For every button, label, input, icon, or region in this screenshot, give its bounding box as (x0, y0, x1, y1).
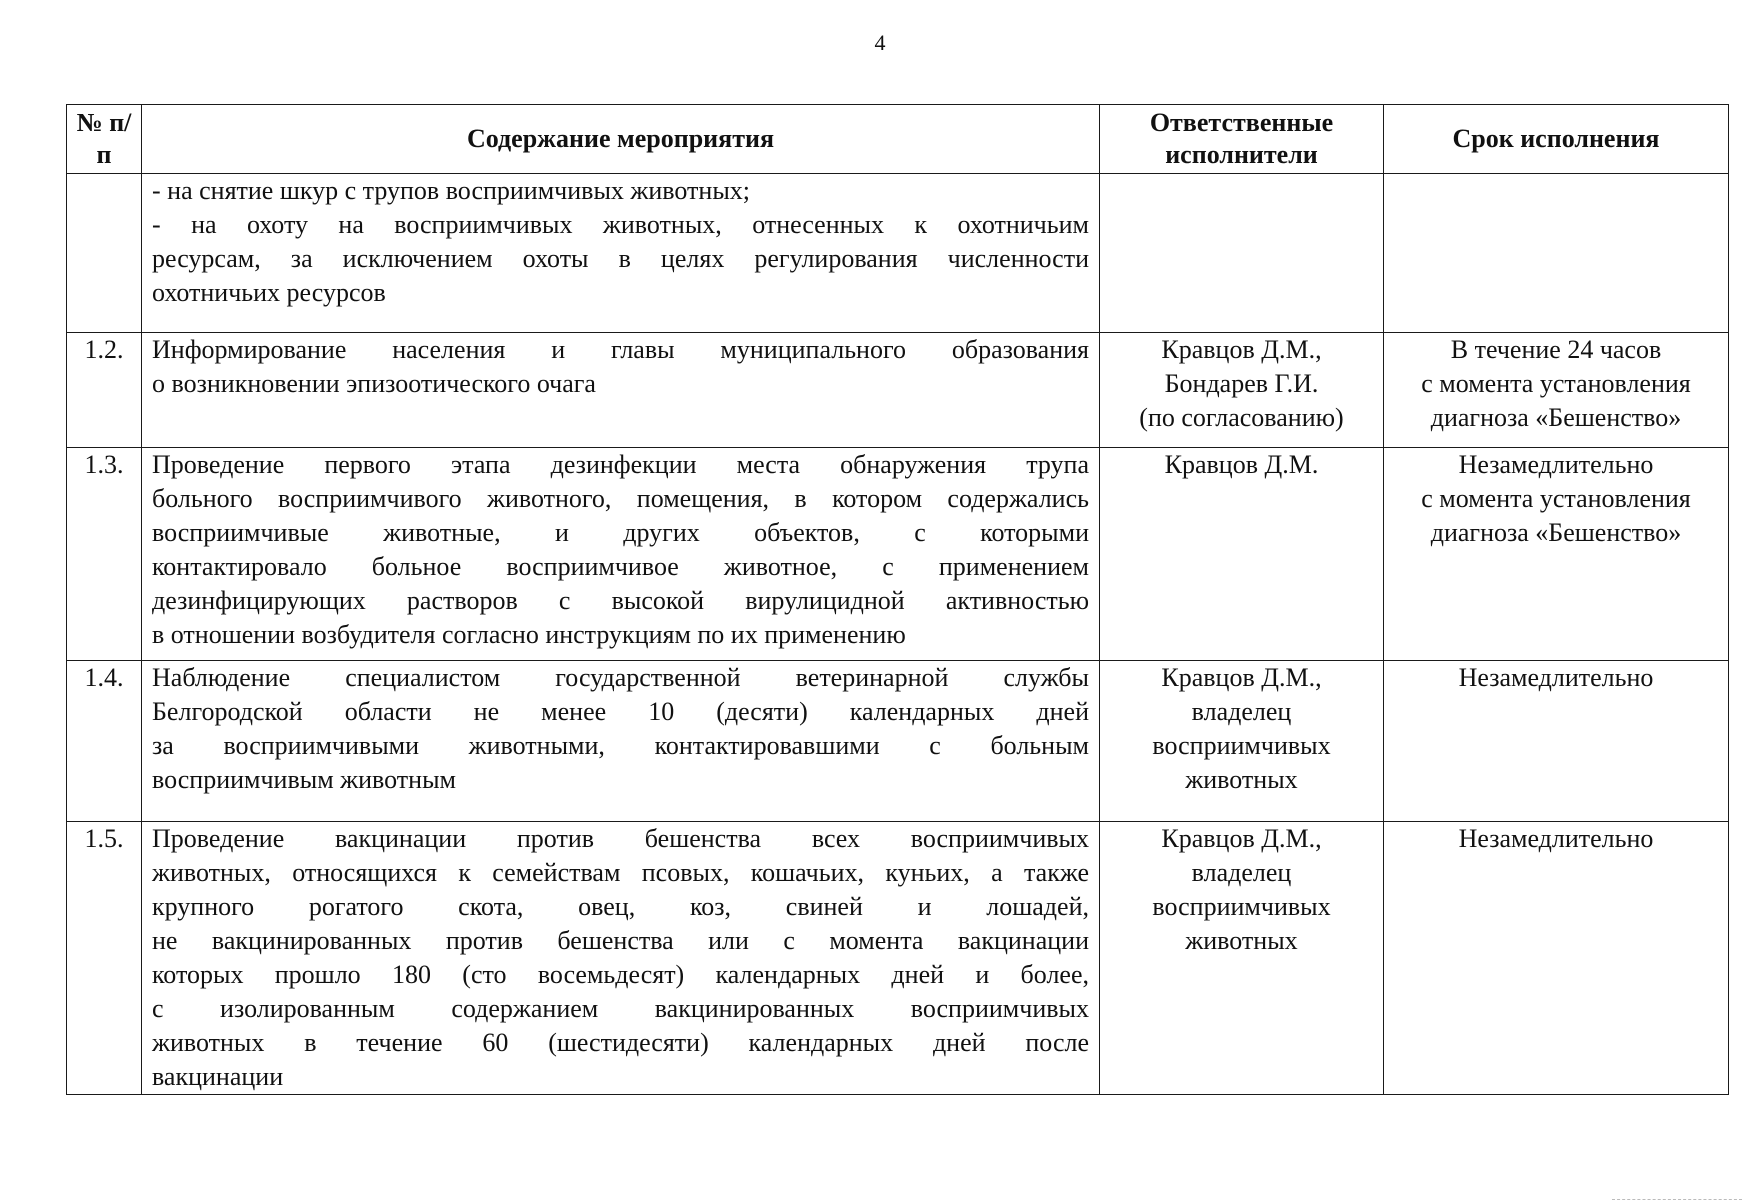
term-line: Незамедлительно (1458, 824, 1654, 853)
term-line: с момента установления (1421, 369, 1691, 398)
content-line: Проведение вакцинации против бешенства всех восприимчивых (152, 824, 1089, 853)
row-responsible (1100, 448, 1384, 661)
row-content (142, 822, 1100, 1095)
table-header-row (67, 105, 1729, 174)
measures-table (66, 104, 1729, 1095)
content-line: контактировало больное восприимчивое животное, с применением (152, 552, 1089, 581)
content-line: Белгородской области не менее 10 (десяти) календарных дней (152, 697, 1089, 726)
content-line: Информирование населения и главы муниципального образования (152, 335, 1089, 364)
row-responsible (1100, 822, 1384, 1095)
term-line: Незамедлительно (1458, 450, 1654, 479)
term-line: диагноза «Бешенство» (1430, 403, 1682, 432)
content-line: Проведение первого этапа дезинфекции места обнаружения трупа (152, 450, 1089, 479)
content-line: ресурсам, за исключением охоты в целях регулирования численности (152, 244, 1089, 273)
header-responsible: Ответственные исполнители (1100, 105, 1384, 174)
row-number: 1.4. (67, 661, 142, 822)
row-term (1384, 822, 1729, 1095)
row-content (142, 333, 1100, 448)
table-row (67, 661, 1729, 822)
row-term (1384, 448, 1729, 661)
term-line: Незамедлительно (1458, 663, 1654, 692)
content-line: не вакцинированных против бешенства или с момента вакцинации (152, 926, 1089, 955)
responsible-line: Кравцов Д.М., (1161, 335, 1322, 364)
header-term: Срок исполнения (1384, 105, 1729, 174)
content-line: с изолированным содержанием вакцинированных восприимчивых (152, 994, 1089, 1023)
row-term (1384, 333, 1729, 448)
content-line: охотничьих ресурсов (152, 278, 386, 307)
content-line: которых прошло 180 (сто восемьдесят) календарных дней и более, (152, 960, 1089, 989)
table-row (67, 448, 1729, 661)
content-line: крупного рогатого скота, овец, коз, свиней и лошадей, (152, 892, 1089, 921)
row-number: 1.2. (67, 333, 142, 448)
term-line: диагноза «Бешенство» (1430, 518, 1682, 547)
content-line: за восприимчивыми животными, контактировавшими с больным (152, 731, 1089, 760)
content-line: вакцинации (152, 1062, 284, 1091)
table-row (67, 822, 1729, 1095)
table-row (67, 174, 1729, 333)
term-line: В течение 24 часов (1450, 335, 1662, 364)
content-line: восприимчивым животным (152, 765, 457, 794)
responsible-line: Кравцов Д.М., (1161, 663, 1322, 692)
content-line: дезинфицирующих растворов с высокой вирулицидной активностью (152, 586, 1089, 615)
page-number: 4 (874, 30, 886, 55)
content-line: восприимчивые животные, и других объектов, с которыми (152, 518, 1089, 547)
content-line: Наблюдение специалистом государственной ветеринарной службы (152, 663, 1089, 692)
responsible-line: восприимчивых (1152, 731, 1331, 760)
content-line: о возникновении эпизоотического очага (152, 369, 596, 398)
row-content (142, 661, 1100, 822)
content-line: - на снятие шкур с трупов восприимчивых животных; (152, 176, 751, 205)
content-line: больного восприимчивого животного, помещения, в котором содержались (152, 484, 1089, 513)
responsible-line: владелец (1191, 697, 1292, 726)
content-line: животных в течение 60 (шестидесяти) календарных дней после (152, 1028, 1089, 1057)
row-responsible (1100, 661, 1384, 822)
row-content (142, 174, 1100, 333)
row-number: 1.3. (67, 448, 142, 661)
row-responsible (1100, 333, 1384, 448)
responsible-line: владелец (1191, 858, 1292, 887)
row-number (67, 174, 142, 333)
row-term (1384, 174, 1729, 333)
responsible-line: Кравцов Д.М. (1164, 450, 1319, 479)
responsible-line: Бондарев Г.И. (1164, 369, 1319, 398)
responsible-line: (по согласованию) (1139, 403, 1344, 432)
row-number: 1.5. (67, 822, 142, 1095)
table-row (67, 333, 1729, 448)
header-number: № п/п (67, 105, 142, 174)
content-line: животных, относящихся к семействам псовых, кошачьих, куньих, а также (152, 858, 1089, 887)
responsible-line: восприимчивых (1152, 892, 1331, 921)
responsible-line: Кравцов Д.М., (1161, 824, 1322, 853)
content-line: в отношении возбудителя согласно инструкциям по их применению (152, 620, 906, 649)
term-line: с момента установления (1421, 484, 1691, 513)
row-term (1384, 661, 1729, 822)
row-responsible (1100, 174, 1384, 333)
header-content: Содержание мероприятия (142, 105, 1100, 174)
responsible-line: животных (1185, 765, 1298, 794)
row-content (142, 448, 1100, 661)
responsible-line: животных (1185, 926, 1298, 955)
content-line: - на охоту на восприимчивых животных, отнесенных к охотничьим (152, 210, 1089, 239)
